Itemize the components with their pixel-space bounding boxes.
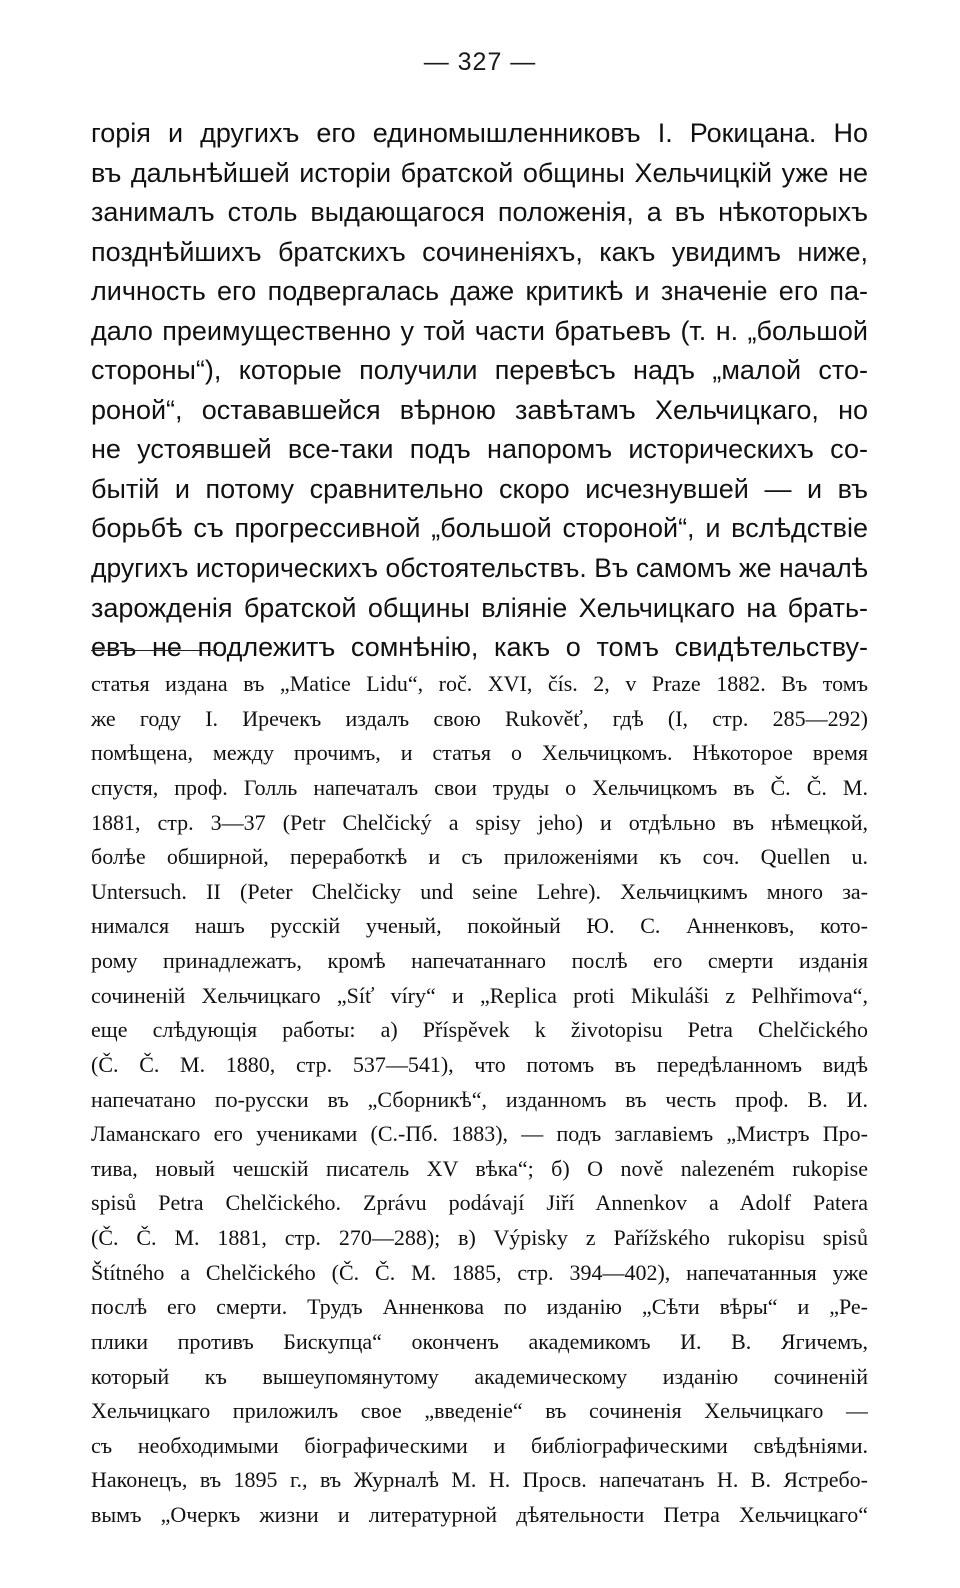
footnote-line: (Č. Č. M. 1880, стр. 537—541), что потомъ въ передѣланномъ видѣ [91,1051,868,1077]
footnote-line: послѣ его смерти. Трудъ Анненкова по изданію „Сѣти вѣры“ и „Ре- [91,1294,868,1320]
footnote-line: болѣе обширной, переработкѣ и съ приложеніями къ соч. Quellen u. [91,844,868,870]
footnote-line: spisů Petra Chelčického. Zprávu podávají Jiří Annenkov a Adolf Patera [91,1190,868,1216]
main-text-line: въ дальнѣйшей исторіи братской общины Хельчицкій уже не [91,157,868,188]
footnote-line: Štítného a Chelčického (Č. Č. M. 1885, стр. 394—402), напечатанныя уже [91,1259,868,1285]
footnote-line: который къ вышеупомянутому академическому изданію сочиненій [91,1363,868,1389]
main-text-line: занималъ столь выдающагося положенія, а въ нѣкоторыхъ [91,197,868,228]
footnote-line: тива, новый чешскій писатель XV вѣка“; б) O nově nalezeném rukopise [91,1155,868,1181]
main-text-line: стороны“), которые получили перевѣсъ надъ „малой сто- [91,355,868,386]
footnote-line: статья издана въ „Matice Lidu“, roč. XVI, čís. 2, v Praze 1882. Въ томъ [91,671,868,696]
footnote-separator [91,650,217,651]
footnote [91,667,868,1533]
footnote-line: Untersuch. II (Peter Chelčicky und seine Lehre). Хельчицкимъ много за- [91,878,868,904]
main-text [91,114,868,668]
main-text-line: горія и другихъ его единомышленниковъ І. Рокицана. Но [91,118,868,148]
footnote-line: еще слѣдующія работы: а) Příspěvek k životopisu Petra Chelčického [91,1017,868,1043]
footnote-line: спустя, проф. Голль напечаталъ свои труды о Хельчицкомъ въ Č. Č. M. [91,774,868,800]
footnote-line: Наконецъ, въ 1895 г., въ Журналѣ М. Н. Просв. напечатанъ Н. В. Ястребо- [91,1467,868,1493]
page-number: — 327 — [423,48,537,76]
main-text-line: зарожденія братской общины вліяніе Хельчицкаго на брать- [91,592,868,623]
main-text-line: личность его подвергалась даже критикѣ и значеніе его па- [91,276,868,307]
footnote-line: Ламанскаго его учениками (С.-Пб. 1883), — подъ заглавіемъ „Мистръ Про- [91,1121,868,1147]
main-text-line: другихъ историческихъ обстоятельствъ. Въ самомъ же началѣ [91,553,868,584]
main-text-line: бытій и потому сравнительно скоро исчезнувшей — и въ [91,473,868,504]
main-text-line: не устоявшей все-таки подъ напоромъ историческихъ со- [91,434,868,465]
main-text-line: дало преимущественно у той части братьевъ (т. н. „большой [91,315,868,346]
footnote-line: Хельчицкаго приложилъ свое „введеніе“ въ сочиненія Хельчицкаго — [91,1398,868,1424]
footnote-line: (Č. Č. M. 1881, стр. 270—288); в) Výpisky z Pařížského rukopisu spisů [91,1225,868,1250]
footnote-line: сочиненій Хельчицкаго „Síť víry“ и „Replica proti Mikuláši z Pelhřimova“, [91,982,868,1008]
footnote-line: рому принадлежатъ, кромѣ напечатаннаго послѣ его смерти изданія [91,948,868,973]
footnote-line: вымъ „Очеркъ жизни и литературной дѣятельности Петра Хельчицкаго“ [91,1502,868,1527]
main-text-line: роной“, остававшейся вѣрною завѣтамъ Хельчицкаго, но [91,394,868,425]
footnote-line: напечатано по-русски въ „Сборникѣ“, изданномъ въ честь проф. В. И. [91,1086,868,1112]
footnote-line: помѣщена, между прочимъ, и статья о Хельчицкомъ. Нѣкоторое время [91,740,868,766]
footnote-line: плики противъ Бискупца“ оконченъ академикомъ И. В. Ягичемъ, [91,1328,868,1354]
footnote-line: же году І. Иречекъ издалъ свою Rukověť, гдѣ (I, стр. 285—292) [91,705,868,731]
footnote-line: 1881, стр. 3—37 (Petr Chelčický a spisy jeho) и отдѣльно въ нѣмецкой, [91,809,868,835]
main-text-line: борьбѣ съ прогрессивной „большой стороной“, и вслѣдствіе [91,513,868,544]
main-text-line: евъ не подлежитъ сомнѣнію, какъ о томъ свидѣтельству- [91,632,868,663]
footnote-line: съ необходимыми біографическими и библіографическими свѣдѣніями. [91,1432,868,1458]
footnote-line: нимался нашъ русскій ученый, покойный Ю. С. Анненковъ, кото- [91,913,868,939]
main-text-line: позднѣйшихъ братскихъ сочиненіяхъ, какъ увидимъ ниже, [91,236,868,267]
